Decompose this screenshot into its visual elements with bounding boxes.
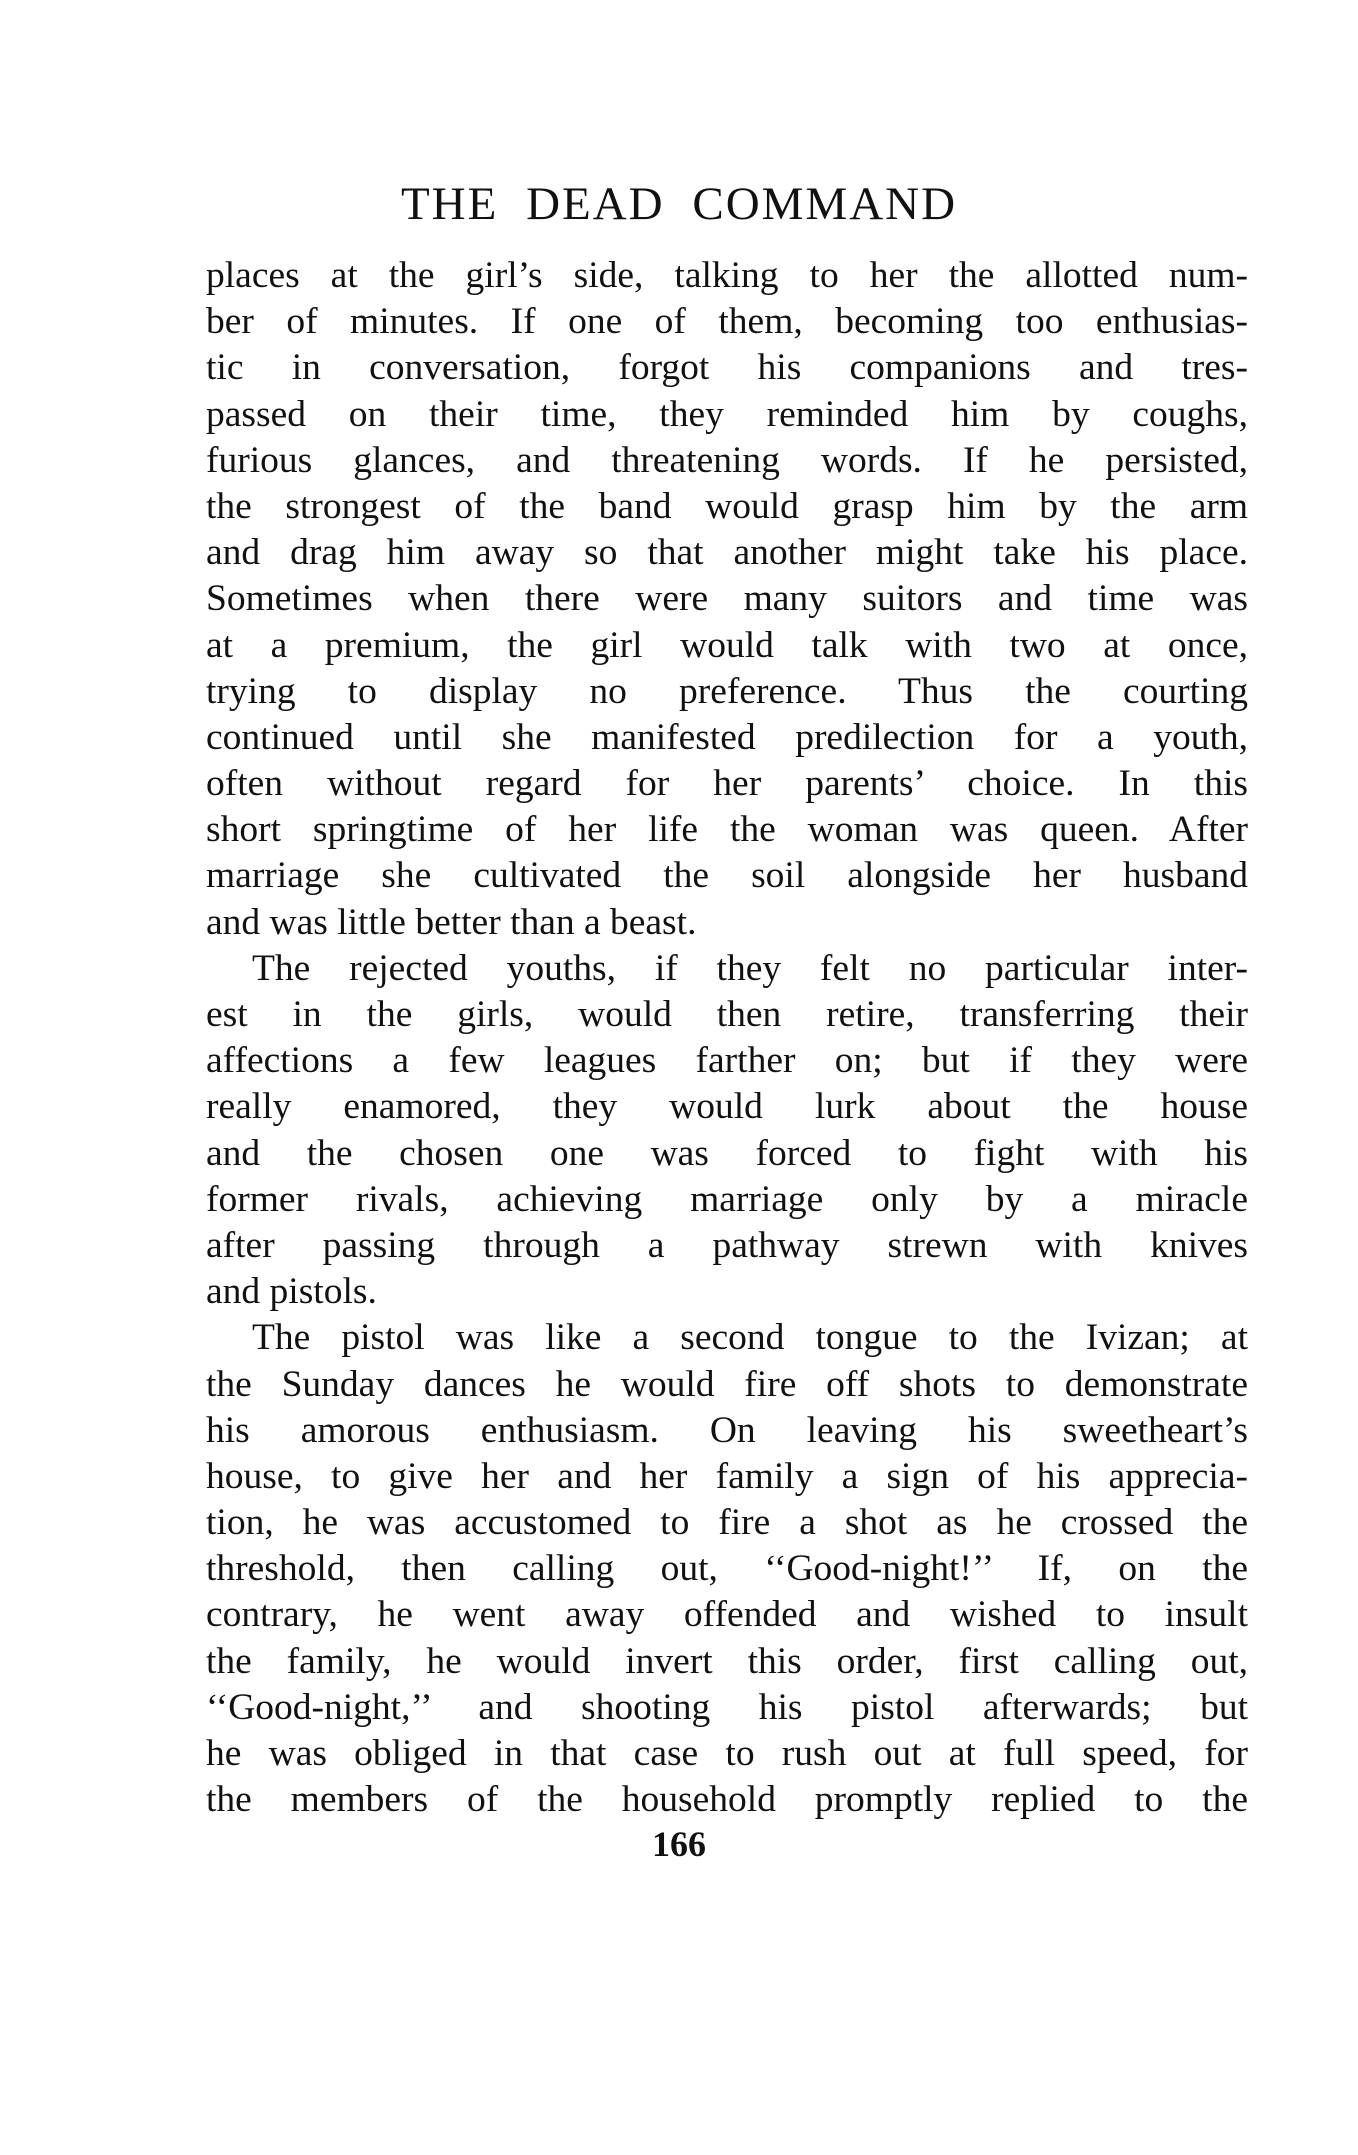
text-line: tion, he was accustomed to fire a shot as he crossed the bbox=[206, 1502, 1248, 1544]
paragraph bbox=[206, 253, 1248, 946]
text-line: contrary, he went away offended and wished to insult bbox=[206, 1594, 1248, 1636]
text-line: places at the girl’s side, talking to her the allotted num- bbox=[206, 255, 1248, 296]
text-line: he was obliged in that case to rush out at full speed, for bbox=[206, 1733, 1248, 1774]
text-line: and drag him away so that another might take his place. bbox=[206, 532, 1248, 574]
text-line: at a premium, the girl would talk with two at once, bbox=[206, 624, 1248, 666]
text-line: The pistol was like a second tongue to the Ivizan; at bbox=[252, 1317, 1248, 1359]
text-line: the members of the household promptly replied to the bbox=[206, 1779, 1248, 1821]
text-line: The rejected youths, if they felt no particular inter- bbox=[252, 947, 1248, 989]
text-line: the family, he would invert this order, first calling out, bbox=[206, 1640, 1248, 1682]
running-title: THE DEAD COMMAND bbox=[400, 178, 958, 230]
text-line: after passing through a pathway strewn with knives bbox=[206, 1224, 1248, 1266]
text-line: ‘‘Good-night,’’ and shooting his pistol afterwards; but bbox=[206, 1686, 1248, 1728]
text-line: affections a few leagues farther on; but if they were bbox=[206, 1040, 1248, 1082]
paragraph bbox=[206, 1315, 1248, 1823]
text-line: and was little better than a beast. bbox=[206, 901, 697, 943]
body-text bbox=[206, 253, 1248, 1823]
text-line: threshold, then calling out, ‘‘Good-night!’’ If, on the bbox=[206, 1548, 1248, 1590]
text-line: passed on their time, they reminded him by coughs, bbox=[206, 393, 1248, 435]
text-line: his amorous enthusiasm. On leaving his sweetheart’s bbox=[206, 1409, 1248, 1451]
text-line: and pistols. bbox=[206, 1271, 377, 1313]
text-line: furious glances, and threatening words. If he persisted, bbox=[206, 439, 1248, 481]
text-line: short springtime of her life the woman was queen. After bbox=[206, 809, 1248, 851]
text-line: marriage she cultivated the soil alongside her husband bbox=[206, 855, 1248, 897]
text-line: tic in conversation, forgot his companions and tres- bbox=[206, 347, 1248, 389]
text-line: Sometimes when there were many suitors and time was bbox=[206, 578, 1248, 620]
text-line: continued until she manifested predilection for a youth, bbox=[206, 716, 1248, 758]
text-line: often without regard for her parents’ choice. In this bbox=[206, 763, 1248, 805]
text-line: the strongest of the band would grasp him by the arm bbox=[206, 485, 1248, 527]
text-line: house, to give her and her family a sign of his apprecia- bbox=[206, 1455, 1248, 1497]
text-line: really enamored, they would lurk about the house bbox=[206, 1086, 1248, 1128]
text-line: ber of minutes. If one of them, becoming too enthusias- bbox=[206, 301, 1248, 343]
text-line: and the chosen one was forced to fight with his bbox=[206, 1132, 1248, 1174]
text-line: trying to display no preference. Thus the courting bbox=[206, 670, 1248, 712]
page-number: 166 bbox=[652, 1824, 706, 1864]
text-line: est in the girls, would then retire, transferring their bbox=[206, 994, 1248, 1035]
paragraph bbox=[206, 946, 1248, 1316]
text-line: the Sunday dances he would fire off shots to demonstrate bbox=[206, 1363, 1248, 1405]
text-line: former rivals, achieving marriage only by a miracle bbox=[206, 1178, 1248, 1220]
